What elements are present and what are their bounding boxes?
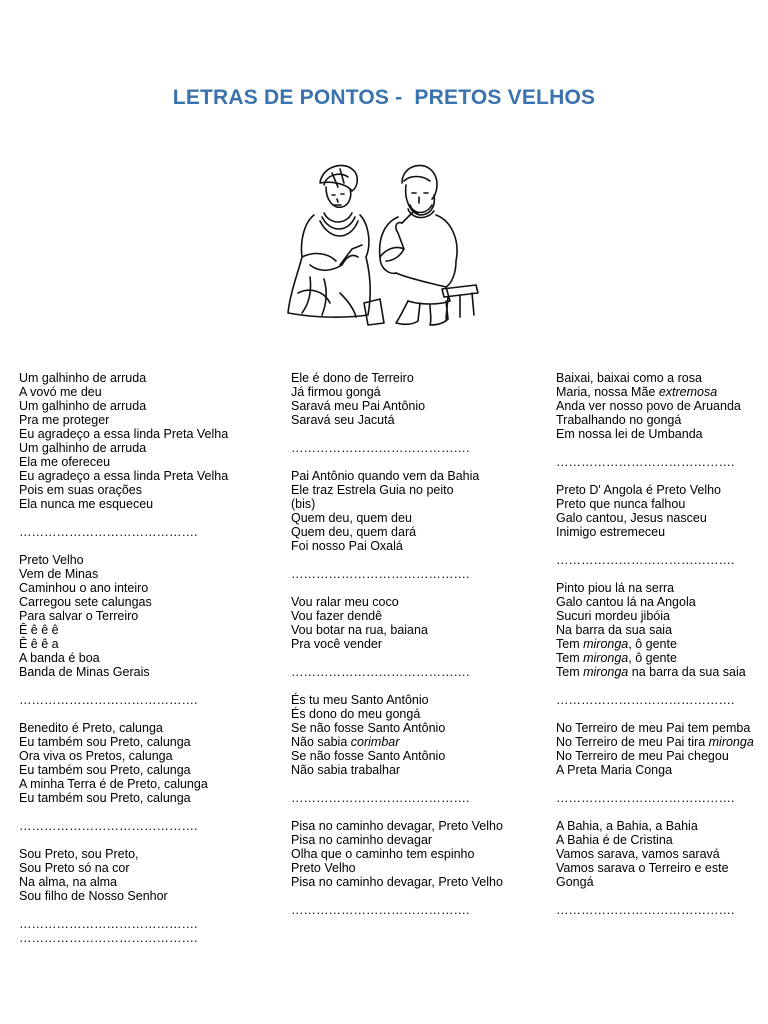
lyric-stanza xyxy=(291,693,541,777)
lyric-line: A vovó me deu xyxy=(19,385,102,399)
page-title: LETRAS DE PONTOS - PRETOS VELHOS xyxy=(172,86,596,109)
lyric-line: Ora viva os Pretos, calunga xyxy=(19,749,173,763)
lyric-line: Tem mironga, ô gente xyxy=(556,651,677,665)
lyric-line: Um galhinho de arruda xyxy=(19,441,147,455)
lyric-line: Baixai, baixai como a rosa xyxy=(556,371,702,385)
pretos-velhos-illustration xyxy=(280,153,480,333)
lyric-stanza xyxy=(291,371,541,427)
lyric-line: Ê ê ê ê xyxy=(19,623,59,637)
lyric-line: Vamos sarava, vamos saravá xyxy=(556,847,720,861)
lyric-line: Benedito é Preto, calunga xyxy=(19,721,163,735)
lyric-stanza xyxy=(19,847,269,903)
lyric-line: Sou Preto, sou Preto, xyxy=(19,847,139,861)
lyric-line: Eu agradeço a essa linda Preta Velha xyxy=(19,469,229,483)
lyric-line: Tem mironga, ô gente xyxy=(556,637,677,651)
stanza-separator: ……………………………………. xyxy=(556,791,735,805)
lyric-line: Pisa no caminho devagar xyxy=(291,833,433,847)
lyric-stanza xyxy=(556,483,761,539)
lyric-line: Na alma, na alma xyxy=(19,875,117,889)
lyric-line: Trabalhando no gongá xyxy=(556,413,682,427)
stanza-separator: ……………………………………. xyxy=(19,525,198,539)
lyric-line: Foi nosso Pai Oxalá xyxy=(291,539,403,553)
lyric-stanza xyxy=(556,819,761,889)
lyric-line: Maria, nossa Mãe extremosa xyxy=(556,385,718,399)
lyric-line: Pinto piou lá na serra xyxy=(556,581,675,595)
lyric-line: Saravá seu Jacutá xyxy=(291,413,395,427)
lyric-line: Se não fosse Santo Antônio xyxy=(291,721,446,735)
lyric-line: Vem de Minas xyxy=(19,567,99,581)
lyric-line: És dono do meu gongá xyxy=(291,707,421,721)
stanza-separator: ……………………………………. xyxy=(19,819,198,833)
lyric-stanza xyxy=(556,581,761,679)
lyric-line: A Bahia, a Bahia, a Bahia xyxy=(556,819,698,833)
lyric-line: Pra me proteger xyxy=(19,413,110,427)
lyric-stanza xyxy=(19,553,269,679)
lyric-line: Caminhou o ano inteiro xyxy=(19,581,149,595)
lyric-line: Quem deu, quem dará xyxy=(291,525,417,539)
lyric-line: Sou filho de Nosso Senhor xyxy=(19,889,168,903)
lyric-line: Não sabia corimbar xyxy=(291,735,400,749)
lyric-line: Vamos sarava o Terreiro e este Gongá xyxy=(556,861,729,889)
lyric-stanza xyxy=(291,595,541,651)
lyric-line: Pai Antônio quando vem da Bahia xyxy=(291,469,480,483)
lyric-stanza xyxy=(556,721,761,777)
lyric-line: A banda é boa xyxy=(19,651,100,665)
stanza-separator: ……………………………………. xyxy=(291,441,470,455)
lyric-line: Saravá meu Pai Antônio xyxy=(291,399,426,413)
lyric-line: Pisa no caminho devagar, Preto Velho xyxy=(291,819,503,833)
lyric-line: (bis) xyxy=(291,497,316,511)
lyric-line: Para salvar o Terreiro xyxy=(19,609,139,623)
lyric-line: Ela nunca me esqueceu xyxy=(19,497,154,511)
lyric-line: No Terreiro de meu Pai tem pemba xyxy=(556,721,751,735)
lyric-line: Sou Preto só na cor xyxy=(19,861,130,875)
lyric-stanza xyxy=(556,371,761,441)
stanza-separator: ……………………………………. xyxy=(291,903,470,917)
lyric-line: Preto Velho xyxy=(19,553,84,567)
lyric-line: Anda ver nosso povo de Aruanda xyxy=(556,399,741,413)
lyric-line: Vou botar na rua, baiana xyxy=(291,623,428,637)
lyric-line: Eu agradeço a essa linda Preta Velha xyxy=(19,427,229,441)
lyric-stanza xyxy=(19,721,269,805)
lyric-line: Ele traz Estrela Guia no peito xyxy=(291,483,454,497)
lyric-line: No Terreiro de meu Pai tira mironga xyxy=(556,735,754,749)
lyric-line: Na barra da sua saia xyxy=(556,623,673,637)
lyrics-column-2 xyxy=(291,371,541,931)
stanza-separator: ……………………………………. xyxy=(19,693,198,707)
lyric-line: Quem deu, quem deu xyxy=(291,511,412,525)
lyric-line: Vou ralar meu coco xyxy=(291,595,399,609)
stanza-separator: ……………………………………. xyxy=(556,693,735,707)
lyric-stanza xyxy=(19,371,269,511)
lyrics-column-3 xyxy=(556,371,761,931)
stanza-separator: ……………………………………. xyxy=(19,931,198,945)
lyric-line: A Bahia é de Cristina xyxy=(556,833,673,847)
lyric-line: Pisa no caminho devagar, Preto Velho xyxy=(291,875,503,889)
stanza-separator: ……………………………………. xyxy=(291,567,470,581)
lyric-line: Carregou sete calungas xyxy=(19,595,152,609)
lyric-line: Eu também sou Preto, calunga xyxy=(19,735,191,749)
stanza-separator: ……………………………………. xyxy=(556,553,735,567)
lyric-line: Tem mironga na barra da sua saia xyxy=(556,665,746,679)
lyric-line: Preto D' Angola é Preto Velho xyxy=(556,483,721,497)
lyric-line: Ele é dono de Terreiro xyxy=(291,371,414,385)
lyric-line: Preto que nunca falhou xyxy=(556,497,686,511)
lyric-line: Ê ê ê a xyxy=(19,637,59,651)
lyric-stanza xyxy=(291,819,541,889)
lyric-line: Se não fosse Santo Antônio xyxy=(291,749,446,763)
lyric-line: Sucuri mordeu jibóia xyxy=(556,609,670,623)
lyric-line: Eu também sou Preto, calunga xyxy=(19,791,191,805)
lyric-line: Banda de Minas Gerais xyxy=(19,665,150,679)
lyric-line: Preto Velho xyxy=(291,861,356,875)
lyric-line: Olha que o caminho tem espinho xyxy=(291,847,475,861)
stanza-separator: ……………………………………. xyxy=(291,665,470,679)
stanza-separator: ……………………………………. xyxy=(556,455,735,469)
lyric-line: A minha Terra é de Preto, calunga xyxy=(19,777,208,791)
lyric-stanza xyxy=(291,469,541,553)
lyric-line: Pra você vender xyxy=(291,637,383,651)
lyric-line: A Preta Maria Conga xyxy=(556,763,673,777)
lyric-line: Galo cantou, Jesus nasceu xyxy=(556,511,707,525)
lyric-line: Um galhinho de arruda xyxy=(19,399,147,413)
stanza-separator: ……………………………………. xyxy=(19,917,198,931)
lyric-line: No Terreiro de meu Pai chegou xyxy=(556,749,729,763)
lyric-line: Em nossa lei de Umbanda xyxy=(556,427,703,441)
lyric-line: Já firmou gongá xyxy=(291,385,381,399)
lyric-line: Galo cantou lá na Angola xyxy=(556,595,696,609)
lyric-line: Eu também sou Preto, calunga xyxy=(19,763,191,777)
lyric-line: Não sabia trabalhar xyxy=(291,763,401,777)
stanza-separator: ……………………………………. xyxy=(291,791,470,805)
lyric-line: Inimigo estremeceu xyxy=(556,525,666,539)
lyrics-column-1 xyxy=(19,371,269,945)
lyric-line: És tu meu Santo Antônio xyxy=(291,693,429,707)
stanza-separator: ……………………………………. xyxy=(556,903,735,917)
lyric-line: Ela me ofereceu xyxy=(19,455,111,469)
lyric-line: Um galhinho de arruda xyxy=(19,371,147,385)
lyric-line: Vou fazer dendê xyxy=(291,609,383,623)
lyric-line: Pois em suas orações xyxy=(19,483,142,497)
